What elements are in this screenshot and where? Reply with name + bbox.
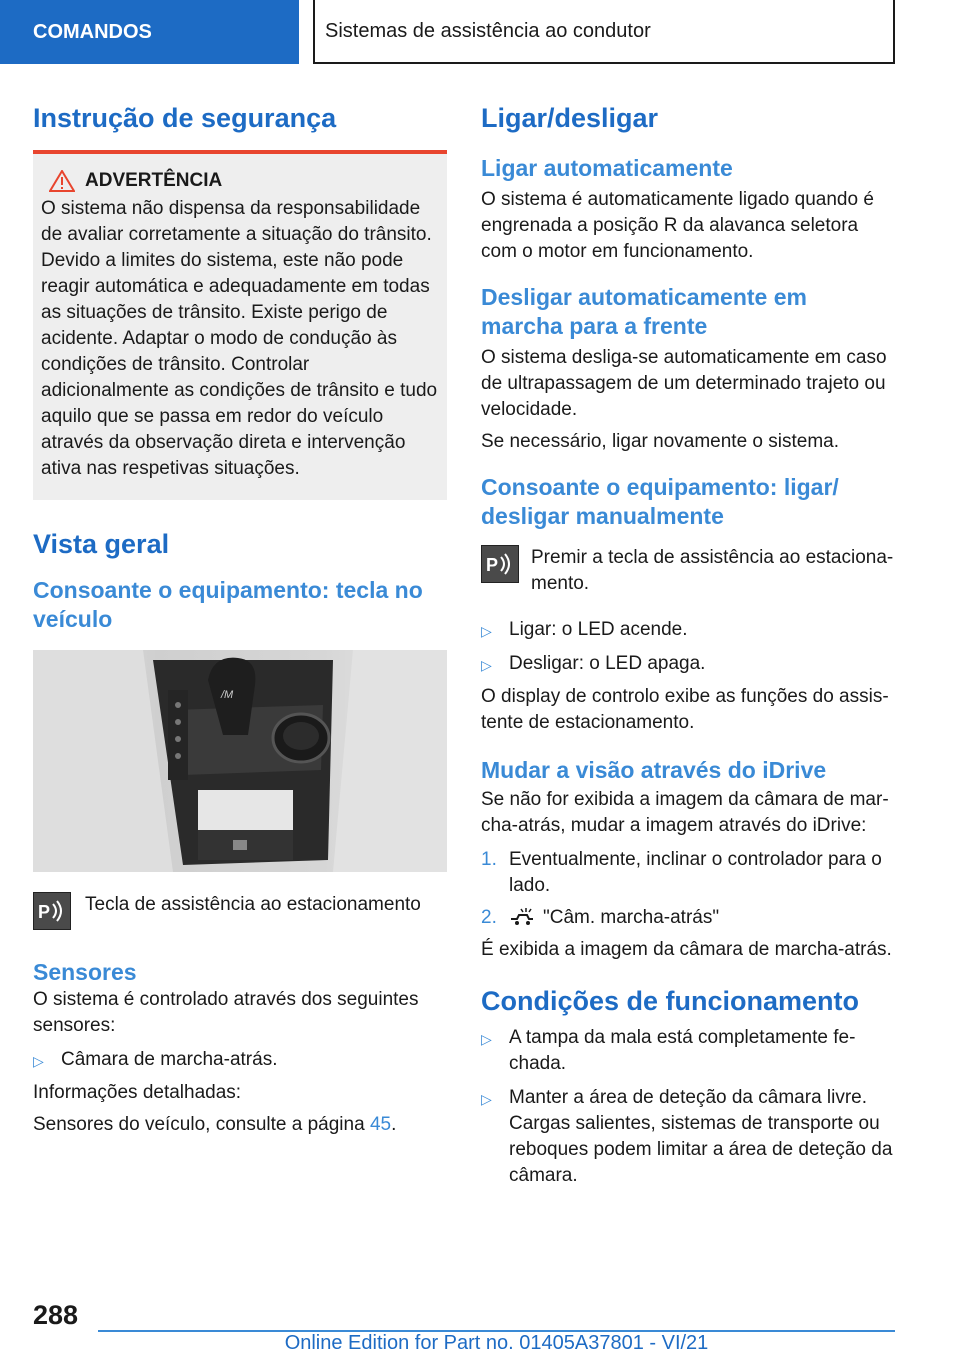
svg-text:P: P bbox=[38, 902, 51, 922]
manual-text2: O display de controlo exibe as funções do assistente de estacionamento. bbox=[481, 686, 889, 733]
list-item bbox=[481, 651, 895, 678]
left-column bbox=[33, 100, 447, 1138]
triangle-bullet-icon: ▷ bbox=[481, 1091, 492, 1107]
list-item bbox=[481, 1085, 895, 1189]
heading-auto-on: Ligar automaticamente bbox=[481, 155, 733, 181]
auto-on-text: O sistema é automaticamente ligado quando é engrenada a posição R da alavanca seletora com o motor em funcionamento. bbox=[481, 189, 874, 262]
heading-safety: Instrução de segurança bbox=[33, 103, 337, 133]
triangle-bullet-icon: ▷ bbox=[481, 657, 492, 673]
details-text bbox=[33, 1112, 447, 1138]
list-item-text: A tampa da mala está completamente fechada. bbox=[509, 1027, 856, 1074]
heading-auto-off: Desligar automaticamente em marcha para a frente bbox=[481, 284, 807, 339]
section-tab: COMANDOS bbox=[0, 0, 299, 64]
idrive-text: Se não for exibida a imagem da câmara de marcha-atrás, mudar a imagem através do iDrive: bbox=[481, 789, 889, 836]
sensors-text: O sistema é controlado através dos seguintes sensores: bbox=[33, 989, 419, 1036]
step-text: "Câm. marcha-atrás" bbox=[543, 907, 720, 928]
svg-text:P: P bbox=[486, 555, 499, 575]
console-photo bbox=[33, 650, 447, 872]
manual-text: Premir a tecla de assistência ao estacionamento. bbox=[531, 547, 894, 594]
step-text: Eventualmente, inclinar o controlador para o lado. bbox=[509, 849, 882, 896]
warning-box bbox=[33, 150, 447, 500]
heading-conditions: Condições de funcionamento bbox=[481, 986, 860, 1016]
step-number: 2. bbox=[481, 907, 497, 928]
edition-footer: Online Edition for Part no. 01405A37801 - VI/21 bbox=[284, 1332, 709, 1354]
list-item bbox=[481, 905, 895, 931]
triangle-bullet-icon: ▷ bbox=[481, 1031, 492, 1047]
auto-off-text2: Se necessário, ligar novamente o sistema. bbox=[481, 431, 840, 452]
details-label: Informações detalhadas: bbox=[33, 1082, 242, 1103]
park-assist-button-icon bbox=[33, 892, 71, 930]
list-item bbox=[481, 847, 895, 899]
gear-console-illustration bbox=[33, 650, 447, 872]
warning-title-text: ADVERTÊNCIA bbox=[85, 170, 223, 191]
caption-text: Tecla de assistência ao estacionamento bbox=[85, 894, 421, 915]
chapter-title-text: Sistemas de assistência ao condutor bbox=[325, 19, 651, 42]
right-column bbox=[481, 100, 895, 1189]
details-text-end: . bbox=[391, 1114, 397, 1135]
heading-overview: Vista geral bbox=[33, 529, 170, 559]
list-item bbox=[481, 617, 895, 644]
heading-button: Consoante o equipamento: tecla no veículo bbox=[33, 577, 423, 632]
list-item-text: Ligar: o LED acende. bbox=[509, 619, 688, 640]
warning-triangle-icon bbox=[49, 170, 75, 192]
idrive-result: É exibida a imagem da câmara de marcha-atrás. bbox=[481, 939, 892, 960]
park-assist-button-icon bbox=[481, 545, 519, 583]
rear-camera-icon bbox=[509, 907, 535, 929]
list-item-text: Câmara de marcha-atrás. bbox=[61, 1049, 278, 1070]
list-item bbox=[33, 1047, 447, 1074]
manual-instruction bbox=[481, 545, 895, 597]
list-item-text: Desligar: o LED apaga. bbox=[509, 653, 706, 674]
button-caption bbox=[33, 892, 447, 930]
heading-idrive: Mudar a visão através do iDrive bbox=[481, 757, 827, 783]
page-link[interactable]: 45 bbox=[369, 1114, 392, 1135]
heading-onoff: Ligar/desligar bbox=[481, 103, 659, 133]
details-text-main: Sensores do veículo, consulte a página bbox=[33, 1114, 370, 1135]
triangle-bullet-icon: ▷ bbox=[481, 623, 492, 639]
auto-off-text: O sistema desliga-se automaticamente em caso de ultrapassagem de um determinado trajeto ou velocidade. bbox=[481, 347, 887, 420]
list-item-text: Manter a área de deteção da câmara livre. Cargas salientes, sistemas de transporte ou reboques podem limitar a área de deteção da câmara. bbox=[509, 1087, 893, 1186]
page-number: 288 bbox=[33, 1300, 79, 1330]
heading-sensors: Sensores bbox=[33, 959, 137, 985]
chapter-title bbox=[313, 0, 895, 64]
warning-title bbox=[41, 170, 439, 192]
triangle-bullet-icon: ▷ bbox=[33, 1053, 44, 1069]
warning-text: O sistema não dispensa da responsabilidade de avaliar corretamente a situação do trânsito. Devido a limites do sistema, este não pode reagir automática e adequadamente em todas as situações de trânsito. Existe perigo de acidente. Adaptar o modo de condução às condições de trânsito. Controlar adicionalmente as condições de trânsito e tudo aquilo que se passa em redor do veículo através da observação direta e intervenção ativa nas respetivas situações. bbox=[41, 198, 438, 479]
svg-text:/M: /M bbox=[221, 689, 234, 701]
heading-manual: Consoante o equipamento: ligar/ desligar manualmente bbox=[481, 474, 839, 529]
list-item bbox=[481, 1025, 895, 1077]
step-number: 1. bbox=[481, 849, 497, 870]
